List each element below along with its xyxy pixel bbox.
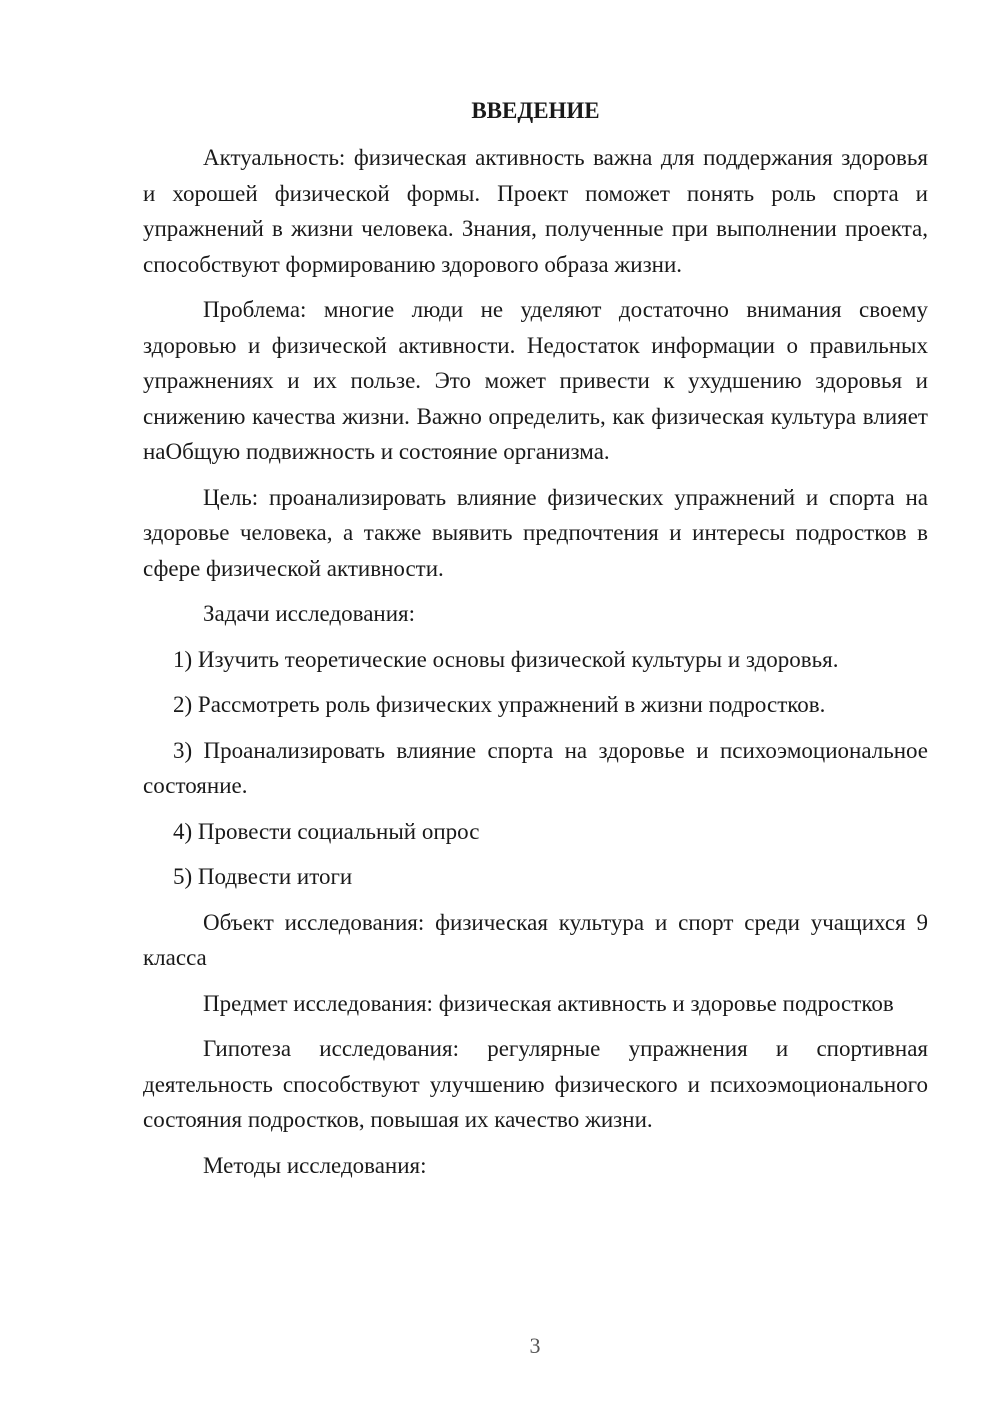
page-number: 3 bbox=[529, 1333, 541, 1358]
actuality-paragraph: Актуальность: физическая активность важна для поддержания здоровья и хорошей физической формы. Проект поможет понять роль спорта и упражнений в жизни человека. Знания, полученные при выполнении проекта, способствуют формированию здорового образа жизни. bbox=[143, 145, 928, 277]
task-item-1: 1) Изучить теоретические основы физической культуры и здоровья. bbox=[173, 646, 839, 672]
subject-paragraph: Предмет исследования: физическая активность и здоровье подростков bbox=[203, 990, 894, 1016]
problem-paragraph: Проблема: многие люди не уделяют достаточно внимания своему здоровью и физической активности. Недостаток информации о правильных упражнениях и их пользе. Это может привести к ухудшению здоровья и снижению качества жизни. Важно определить, как физическая культура влияет наОбщую подвижность и состояние организма. bbox=[143, 297, 928, 464]
goal-paragraph: Цель: проанализировать влияние физических упражнений и спорта на здоровье человека, а также выявить предпочтения и интересы подростков в сфере физической активности. bbox=[143, 484, 928, 581]
task-item-2: 2) Рассмотреть роль физических упражнений в жизни подростков. bbox=[173, 692, 826, 717]
page-content bbox=[143, 94, 928, 1193]
task-item-4: 4) Провести социальный опрос bbox=[173, 818, 480, 844]
task-item-5: 5) Подвести итоги bbox=[173, 864, 353, 889]
task-item-3: 3) Проанализировать влияние спорта на здоровье и психоэмоциональное состояние. bbox=[143, 737, 928, 798]
tasks-title: Задачи исследования: bbox=[203, 601, 416, 626]
page-heading: ВВЕДЕНИЕ bbox=[471, 98, 600, 123]
hypothesis-paragraph: Гипотеза исследования: регулярные упражнения и спортивная деятельность способствуют улучшению физического и психоэмоционального состояния подростков, повышая их качество жизни. bbox=[143, 1036, 928, 1132]
object-paragraph: Объект исследования: физическая культура и спорт среди учащихся 9 класса bbox=[143, 909, 928, 970]
methods-title: Методы исследования: bbox=[203, 1152, 427, 1178]
